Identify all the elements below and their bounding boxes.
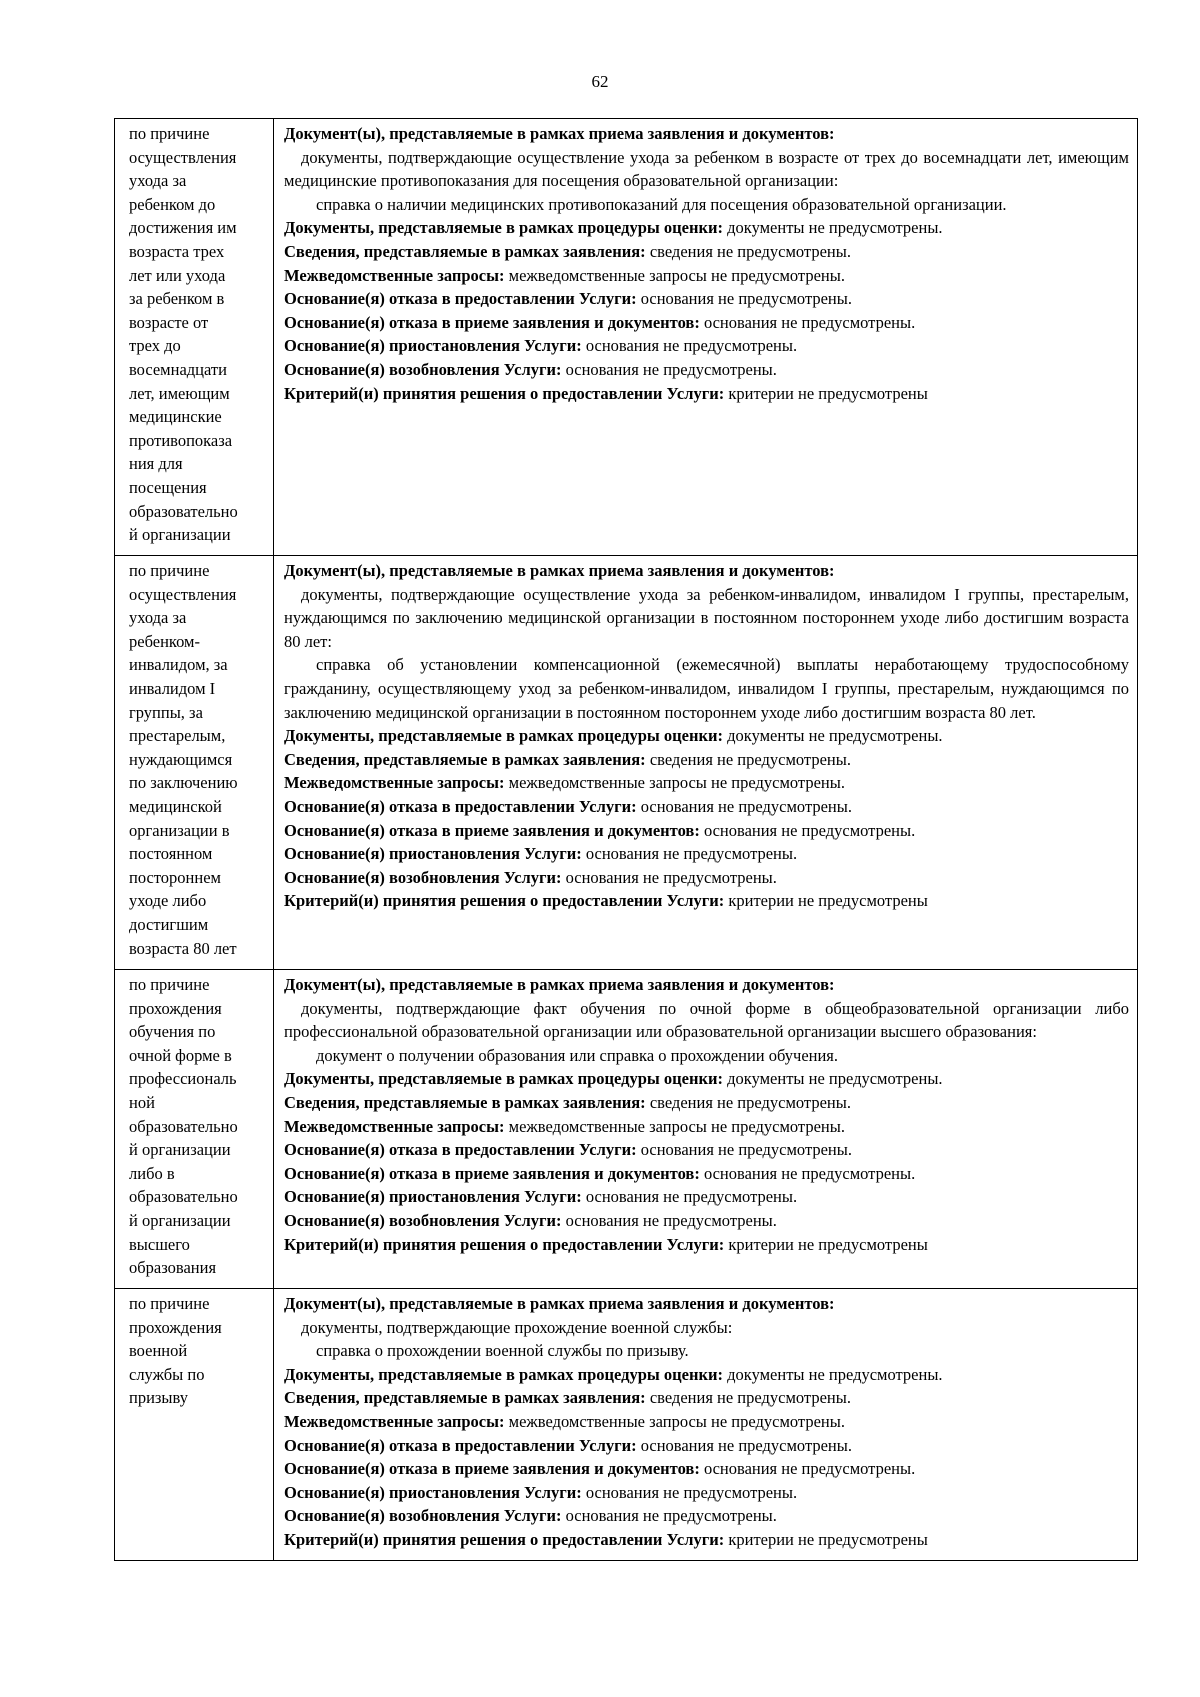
field-label: Межведомственные запросы: bbox=[284, 1411, 505, 1431]
field-label: Критерий(и) принятия решения о предоставлении Услуги: bbox=[284, 383, 725, 403]
field-value: основания не предусмотрены. bbox=[585, 844, 798, 864]
field-suspension bbox=[284, 334, 1129, 358]
field-value: межведомственные запросы не предусмотрены. bbox=[508, 265, 845, 285]
condition-line: по причине bbox=[129, 124, 210, 143]
field-criteria bbox=[284, 1233, 1129, 1257]
condition-line: медицинской bbox=[129, 796, 222, 816]
field-value: основания не предусмотрены. bbox=[585, 1187, 798, 1207]
field-value: основания не предусмотрены. bbox=[640, 796, 852, 816]
condition-line: постоянном bbox=[129, 844, 213, 864]
condition-line: й организации bbox=[129, 1140, 231, 1160]
table-row bbox=[115, 970, 1138, 1289]
condition-line: образовательно bbox=[129, 501, 238, 521]
field-value: основания не предусмотрены. bbox=[703, 1163, 916, 1183]
field-value: критерии не предусмотрены bbox=[728, 383, 928, 403]
field-value: межведомственные запросы не предусмотрены. bbox=[508, 1116, 845, 1136]
condition-line: достигшим bbox=[129, 914, 209, 934]
condition-line: возраста трех bbox=[129, 241, 225, 261]
field-value: документы не предусмотрены. bbox=[727, 1069, 943, 1089]
field-interagency bbox=[284, 1115, 1129, 1139]
document-item-text: справка об установлении компенсационной (ежемесячной) выплаты неработающему трудоспособному гражданину, осуществляющему уход за ребенком-инвалидом, инвалидом I группы, престарелым, нуждающимся по заключению медицинской организации в постоянном постороннем уходе либо достигшим возраста 80 лет. bbox=[284, 655, 1129, 722]
field-docs-evaluation bbox=[284, 1363, 1129, 1387]
field-label: Сведения, представляемые в рамках заявления: bbox=[284, 241, 646, 261]
field-label: Основание(я) возобновления Услуги: bbox=[284, 359, 562, 379]
condition-line: ной bbox=[129, 1092, 155, 1112]
condition-line: посещения bbox=[129, 477, 207, 497]
condition-line: очной форме в bbox=[129, 1045, 232, 1065]
field-value: основания не предусмотрены. bbox=[585, 1482, 798, 1502]
condition-line: осуществления bbox=[129, 584, 237, 604]
condition-line: по причине bbox=[129, 561, 210, 580]
field-docs-evaluation bbox=[284, 216, 1129, 240]
condition-line: ухода за bbox=[129, 171, 187, 191]
field-resumption bbox=[284, 1504, 1129, 1528]
condition-cell bbox=[115, 556, 274, 970]
condition-line: лет, имеющим bbox=[129, 383, 230, 403]
condition-line: организации в bbox=[129, 820, 230, 840]
docs-reception-label: Документ(ы), представляемые в рамках приема заявления и документов: bbox=[284, 975, 835, 994]
field-label: Документы, представляемые в рамках процедуры оценки: bbox=[284, 726, 724, 746]
field-value: сведения не предусмотрены. bbox=[649, 241, 851, 261]
condition-line: ребенком до bbox=[129, 194, 216, 214]
field-label: Основание(я) приостановления Услуги: bbox=[284, 1482, 582, 1502]
field-refusal-reception bbox=[284, 311, 1129, 335]
document-item-text: справка о наличии медицинских противопоказаний для посещения образовательной организации. bbox=[316, 194, 1007, 214]
condition-line: ния для bbox=[129, 454, 183, 474]
condition-line: прохождения bbox=[129, 1317, 222, 1337]
field-label: Критерий(и) принятия решения о предоставлении Услуги: bbox=[284, 891, 725, 911]
requirements-cell bbox=[274, 970, 1138, 1289]
field-refusal-reception bbox=[284, 819, 1129, 843]
field-label: Документы, представляемые в рамках процедуры оценки: bbox=[284, 218, 724, 238]
field-label: Критерий(и) принятия решения о предоставлении Услуги: bbox=[284, 1529, 725, 1549]
field-label: Основание(я) отказа в приеме заявления и документов: bbox=[284, 1163, 700, 1183]
field-label: Сведения, представляемые в рамках заявления: bbox=[284, 1388, 646, 1408]
condition-cell bbox=[115, 970, 274, 1289]
condition-line: постороннем bbox=[129, 867, 221, 887]
field-label: Основание(я) отказа в приеме заявления и документов: bbox=[284, 312, 700, 332]
requirements-cell bbox=[274, 1289, 1138, 1561]
condition-line: прохождения bbox=[129, 998, 222, 1018]
condition-line: профессиональ bbox=[129, 1069, 237, 1089]
field-value: критерии не предусмотрены bbox=[728, 1529, 928, 1549]
field-value: межведомственные запросы не предусмотрены. bbox=[508, 773, 845, 793]
field-resumption bbox=[284, 866, 1129, 890]
document-item-text: справка о прохождении военной службы по призыву. bbox=[316, 1341, 689, 1361]
condition-line: противопоказа bbox=[129, 430, 233, 450]
field-value: основания не предусмотрены. bbox=[703, 820, 916, 840]
field-label: Основание(я) приостановления Услуги: bbox=[284, 336, 582, 356]
condition-line: нуждающимся bbox=[129, 749, 233, 769]
condition-cell bbox=[115, 1289, 274, 1561]
field-value: основания не предусмотрены. bbox=[565, 867, 777, 887]
field-value: основания не предусмотрены. bbox=[703, 1459, 916, 1479]
field-refusal-service bbox=[284, 287, 1129, 311]
field-value: сведения не предусмотрены. bbox=[649, 749, 851, 769]
field-docs-evaluation bbox=[284, 1067, 1129, 1091]
field-refusal-service bbox=[284, 1138, 1129, 1162]
condition-line: по причине bbox=[129, 1294, 210, 1313]
field-value: документы не предусмотрены. bbox=[727, 1364, 943, 1384]
field-label: Основание(я) приостановления Услуги: bbox=[284, 1187, 582, 1207]
field-label: Основание(я) приостановления Услуги: bbox=[284, 844, 582, 864]
field-value: основания не предусмотрены. bbox=[565, 1506, 777, 1526]
field-label: Межведомственные запросы: bbox=[284, 265, 505, 285]
field-refusal-reception bbox=[284, 1457, 1129, 1481]
condition-line: уходе либо bbox=[129, 891, 207, 911]
field-label: Межведомственные запросы: bbox=[284, 773, 505, 793]
table-row bbox=[115, 1289, 1138, 1561]
field-suspension bbox=[284, 1481, 1129, 1505]
field-value: сведения не предусмотрены. bbox=[649, 1092, 851, 1112]
field-info-application bbox=[284, 1386, 1129, 1410]
table-row bbox=[115, 556, 1138, 970]
condition-line: призыву bbox=[129, 1388, 188, 1408]
field-label: Основание(я) отказа в предоставлении Услуги: bbox=[284, 289, 637, 309]
field-value: критерии не предусмотрены bbox=[728, 1234, 928, 1254]
condition-line: либо в bbox=[129, 1163, 175, 1183]
field-label: Сведения, представляемые в рамках заявления: bbox=[284, 749, 646, 769]
condition-line: за ребенком в bbox=[129, 289, 225, 309]
condition-line: инвалидом I bbox=[129, 678, 216, 698]
field-suspension bbox=[284, 1185, 1129, 1209]
table-row bbox=[115, 119, 1138, 556]
condition-line: военной bbox=[129, 1341, 188, 1361]
field-criteria bbox=[284, 1528, 1129, 1552]
field-value: основания не предусмотрены. bbox=[640, 1140, 852, 1160]
condition-line: трех до bbox=[129, 336, 181, 356]
field-resumption bbox=[284, 1209, 1129, 1233]
field-value: основания не предусмотрены. bbox=[565, 1210, 777, 1230]
field-value: межведомственные запросы не предусмотрены. bbox=[508, 1411, 845, 1431]
condition-line: по причине bbox=[129, 975, 210, 994]
condition-line: восемнадцати bbox=[129, 359, 227, 379]
docs-reception-label: Документ(ы), представляемые в рамках приема заявления и документов: bbox=[284, 1294, 835, 1313]
condition-line: достижения им bbox=[129, 218, 237, 238]
condition-line: инвалидом, за bbox=[129, 655, 228, 675]
field-info-application bbox=[284, 240, 1129, 264]
condition-line: высшего bbox=[129, 1234, 190, 1254]
field-value: документы не предусмотрены. bbox=[727, 218, 943, 238]
field-label: Межведомственные запросы: bbox=[284, 1116, 505, 1136]
document-item-text: документ о получении образования или справка о прохождении обучения. bbox=[316, 1045, 839, 1065]
field-label: Основание(я) отказа в предоставлении Услуги: bbox=[284, 1140, 637, 1160]
field-value: сведения не предусмотрены. bbox=[649, 1388, 851, 1408]
field-interagency bbox=[284, 1410, 1129, 1434]
condition-line: по заключению bbox=[129, 773, 238, 793]
condition-line: образовательно bbox=[129, 1116, 238, 1136]
docs-reception-label: Документ(ы), представляемые в рамках приема заявления и документов: bbox=[284, 124, 835, 143]
field-info-application bbox=[284, 748, 1129, 772]
requirements-cell bbox=[274, 119, 1138, 556]
condition-line: обучения по bbox=[129, 1022, 216, 1042]
condition-cell bbox=[115, 119, 274, 556]
field-value: основания не предусмотрены. bbox=[585, 336, 798, 356]
field-label: Основание(я) отказа в предоставлении Услуги: bbox=[284, 1435, 637, 1455]
condition-line: ребенком- bbox=[129, 631, 200, 651]
condition-line: медицинские bbox=[129, 407, 222, 427]
field-resumption bbox=[284, 358, 1129, 382]
requirements-cell bbox=[274, 556, 1138, 970]
field-refusal-service bbox=[284, 795, 1129, 819]
condition-line: образовательно bbox=[129, 1187, 238, 1207]
field-criteria bbox=[284, 889, 1129, 913]
field-label: Основание(я) отказа в предоставлении Услуги: bbox=[284, 796, 637, 816]
condition-line: ухода за bbox=[129, 608, 187, 628]
field-value: основания не предусмотрены. bbox=[565, 359, 777, 379]
field-value: критерии не предусмотрены bbox=[728, 891, 928, 911]
field-value: основания не предусмотрены. bbox=[640, 1435, 852, 1455]
docs-reception-label: Документ(ы), представляемые в рамках приема заявления и документов: bbox=[284, 561, 835, 580]
document-group-text: документы, подтверждающие прохождение военной службы: bbox=[301, 1317, 733, 1337]
field-criteria bbox=[284, 382, 1129, 406]
field-refusal-reception bbox=[284, 1162, 1129, 1186]
field-label: Основание(я) возобновления Услуги: bbox=[284, 867, 562, 887]
condition-line: престарелым, bbox=[129, 726, 226, 746]
field-label: Основание(я) возобновления Услуги: bbox=[284, 1210, 562, 1230]
field-label: Основание(я) возобновления Услуги: bbox=[284, 1506, 562, 1526]
condition-line: возрасте от bbox=[129, 312, 209, 332]
document-group-text: документы, подтверждающие факт обучения по очной форме в общеобразовательной организации либо профессиональной образовательной организации или образовательной организации высшего образования: bbox=[284, 998, 1129, 1042]
condition-line: й организации bbox=[129, 525, 231, 545]
condition-line: службы по bbox=[129, 1364, 205, 1384]
service-conditions-table bbox=[114, 118, 1138, 1561]
condition-line: й организации bbox=[129, 1210, 231, 1230]
field-label: Критерий(и) принятия решения о предоставлении Услуги: bbox=[284, 1234, 725, 1254]
field-interagency bbox=[284, 771, 1129, 795]
condition-line: возраста 80 лет bbox=[129, 938, 237, 958]
condition-line: лет или ухода bbox=[129, 265, 226, 285]
field-info-application bbox=[284, 1091, 1129, 1115]
field-docs-evaluation bbox=[284, 724, 1129, 748]
field-value: документы не предусмотрены. bbox=[727, 726, 943, 746]
condition-line: осуществления bbox=[129, 147, 237, 167]
field-refusal-service bbox=[284, 1434, 1129, 1458]
field-label: Основание(я) отказа в приеме заявления и документов: bbox=[284, 1459, 700, 1479]
document-group-text: документы, подтверждающие осуществление ухода за ребенком-инвалидом, инвалидом I группы, престарелым, нуждающимся по заключению медицинской организации в постоянном постороннем уходе либо достигшим возраста 80 лет: bbox=[284, 584, 1129, 651]
field-value: основания не предусмотрены. bbox=[703, 312, 916, 332]
field-interagency bbox=[284, 264, 1129, 288]
page-number: 62 bbox=[591, 72, 609, 91]
field-label: Основание(я) отказа в приеме заявления и документов: bbox=[284, 820, 700, 840]
field-suspension bbox=[284, 842, 1129, 866]
condition-line: образования bbox=[129, 1258, 217, 1278]
document-group-text: документы, подтверждающие осуществление ухода за ребенком в возрасте от трех до восемнадцати лет, имеющим медицинские противопоказания для посещения образовательной организации: bbox=[284, 147, 1129, 191]
field-label: Сведения, представляемые в рамках заявления: bbox=[284, 1092, 646, 1112]
field-value: основания не предусмотрены. bbox=[640, 289, 852, 309]
field-label: Документы, представляемые в рамках процедуры оценки: bbox=[284, 1364, 724, 1384]
field-label: Документы, представляемые в рамках процедуры оценки: bbox=[284, 1069, 724, 1089]
condition-line: группы, за bbox=[129, 702, 203, 722]
